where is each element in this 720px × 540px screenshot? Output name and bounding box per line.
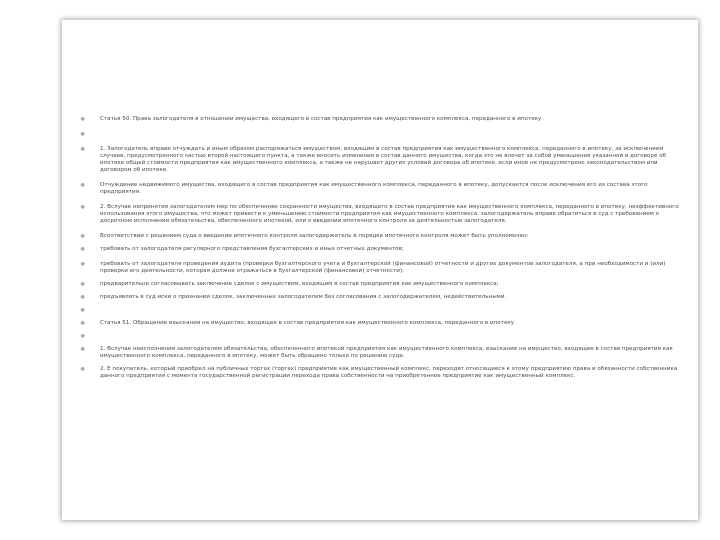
paragraph-text bbox=[100, 131, 684, 138]
document-text-list bbox=[74, 116, 684, 380]
bullet-icon: ❖ bbox=[80, 320, 86, 327]
bullet-icon: ❖ bbox=[80, 204, 86, 211]
paragraph-text: Отчуждение недвижимого имущества, входящего в состав предприятия как имущественного комплекса, переданного в ипотеку, допускается после исключения его из состава этого предприятия. bbox=[100, 182, 648, 195]
list-item bbox=[74, 182, 684, 196]
bullet-icon: ❖ bbox=[80, 182, 86, 189]
list-item bbox=[74, 320, 684, 327]
paragraph-text bbox=[100, 333, 684, 340]
list-item bbox=[74, 131, 684, 138]
list-item bbox=[74, 146, 684, 174]
bullet-icon: ❖ bbox=[80, 246, 86, 253]
list-item bbox=[74, 346, 684, 360]
bullet-icon: ❖ bbox=[80, 146, 86, 153]
list-item bbox=[74, 116, 684, 123]
list-item bbox=[74, 233, 684, 240]
bullet-icon: ❖ bbox=[80, 294, 86, 301]
paragraph-text: 2. Е покупатель, который приобрел на публичных торгах (торгах) предприятие как имущественный комплекс, переходят относящиеся к этому предприятию права и обязанности собственника данного предприятия с момента государственной регистрации перехода права собственности на приобретенное предприятие как имущественный комплекс. bbox=[100, 366, 678, 379]
paragraph-text: предварительно согласовывать заключение сделок с имуществом, входящим в состав предприятия как имущественного комплекса; bbox=[100, 281, 499, 287]
list-item bbox=[74, 204, 684, 225]
bullet-icon: ❖ bbox=[80, 333, 86, 340]
list-item bbox=[74, 246, 684, 253]
list-item bbox=[74, 307, 684, 314]
bullet-icon: ❖ bbox=[80, 281, 86, 288]
paragraph-text: требовать от залогодателя регулярного представления бухгалтерских и иных отчетных документов; bbox=[100, 246, 404, 252]
paragraph-text: Статья 51. Обращение взыскания на имущество, входящее в состав предприятия как имущественного комплекса, переданного в ипотеку bbox=[100, 320, 515, 326]
list-item bbox=[74, 281, 684, 288]
bullet-icon: ❖ bbox=[80, 261, 86, 268]
document-page bbox=[62, 20, 698, 520]
paragraph-text: Статья 50. Права залогодателя в отношении имущества, входящего в состав предприятия как имущественного комплекса, переданного в ипотеку bbox=[100, 116, 542, 122]
bullet-icon: ❖ bbox=[80, 366, 86, 373]
list-item bbox=[74, 261, 684, 275]
list-item bbox=[74, 366, 684, 380]
paragraph-text bbox=[100, 307, 684, 314]
paragraph-text: 1. Залогодатель вправе отчуждать и иным образом распоряжаться имуществом, входящим в состав предприятия как имущественного комплекса, переданного в ипотеку, за исключением случаев, предусмотренного частью второй настоящего пункта, а также вносить изменения в состав данного имущества, когда это не влечет за собой уменьшения указанной в договоре об ипотеке общей стоимости предприятия как имущественного комплекса, а также не нарушает других условий договора об ипотеке, если иное не предусмотрено законодательством или договором об ипотеке. bbox=[100, 146, 666, 173]
paragraph-text: требовать от залогодателя проведения аудита (проверки бухгалтерского учета и бухгалтерской (финансовой) отчетности и других документов залогодателя, а при необходимости и (или) проверки его деятельности, которая должна отражаться в бухгалтерской (финансовой) отчетности); bbox=[100, 261, 666, 274]
bullet-icon: ❖ bbox=[80, 116, 86, 123]
bullet-icon: ❖ bbox=[80, 307, 86, 314]
list-item bbox=[74, 294, 684, 301]
paragraph-text: 1. Вслучае неисполнения залогодателем обязательства, обеспеченного ипотекой предприятия как имущественного комплекса, взыскание на имущество, входящее в состав предприятия как имущественного комплекса, переданного в ипотеку, может быть обращено только по решению суда. bbox=[100, 346, 673, 359]
list-item bbox=[74, 333, 684, 340]
paragraph-text: 2. Вслучае непринятия залогодателем мер по обеспечению сохранности имущества, входящего в состав предприятия как имущественного комплекса, переданного в ипотеку, неэффективного использования этого имущества, что может привести к уменьшению стоимости предприятия как имущественного комплекса, залогодержатель вправе обратиться в суд с требованием о досрочном исполнении обязательства, обеспеченного ипотекой, или о введении ипотечного контроля за деятельностью залогодателя. bbox=[100, 204, 679, 224]
bullet-icon: ❖ bbox=[80, 346, 86, 353]
bullet-icon: ❖ bbox=[80, 131, 86, 138]
paragraph-text: предъявлять в суд иски о признании сделок, заключенных залогодателем без согласования с залогодержателем, недействительными. bbox=[100, 294, 507, 300]
bullet-icon: ❖ bbox=[80, 233, 86, 240]
paragraph-text: Всоответствии с решением суда о введении ипотечного контроля залогодержатель в порядке ипотечного контроля может быть уполномочен: bbox=[100, 233, 529, 239]
